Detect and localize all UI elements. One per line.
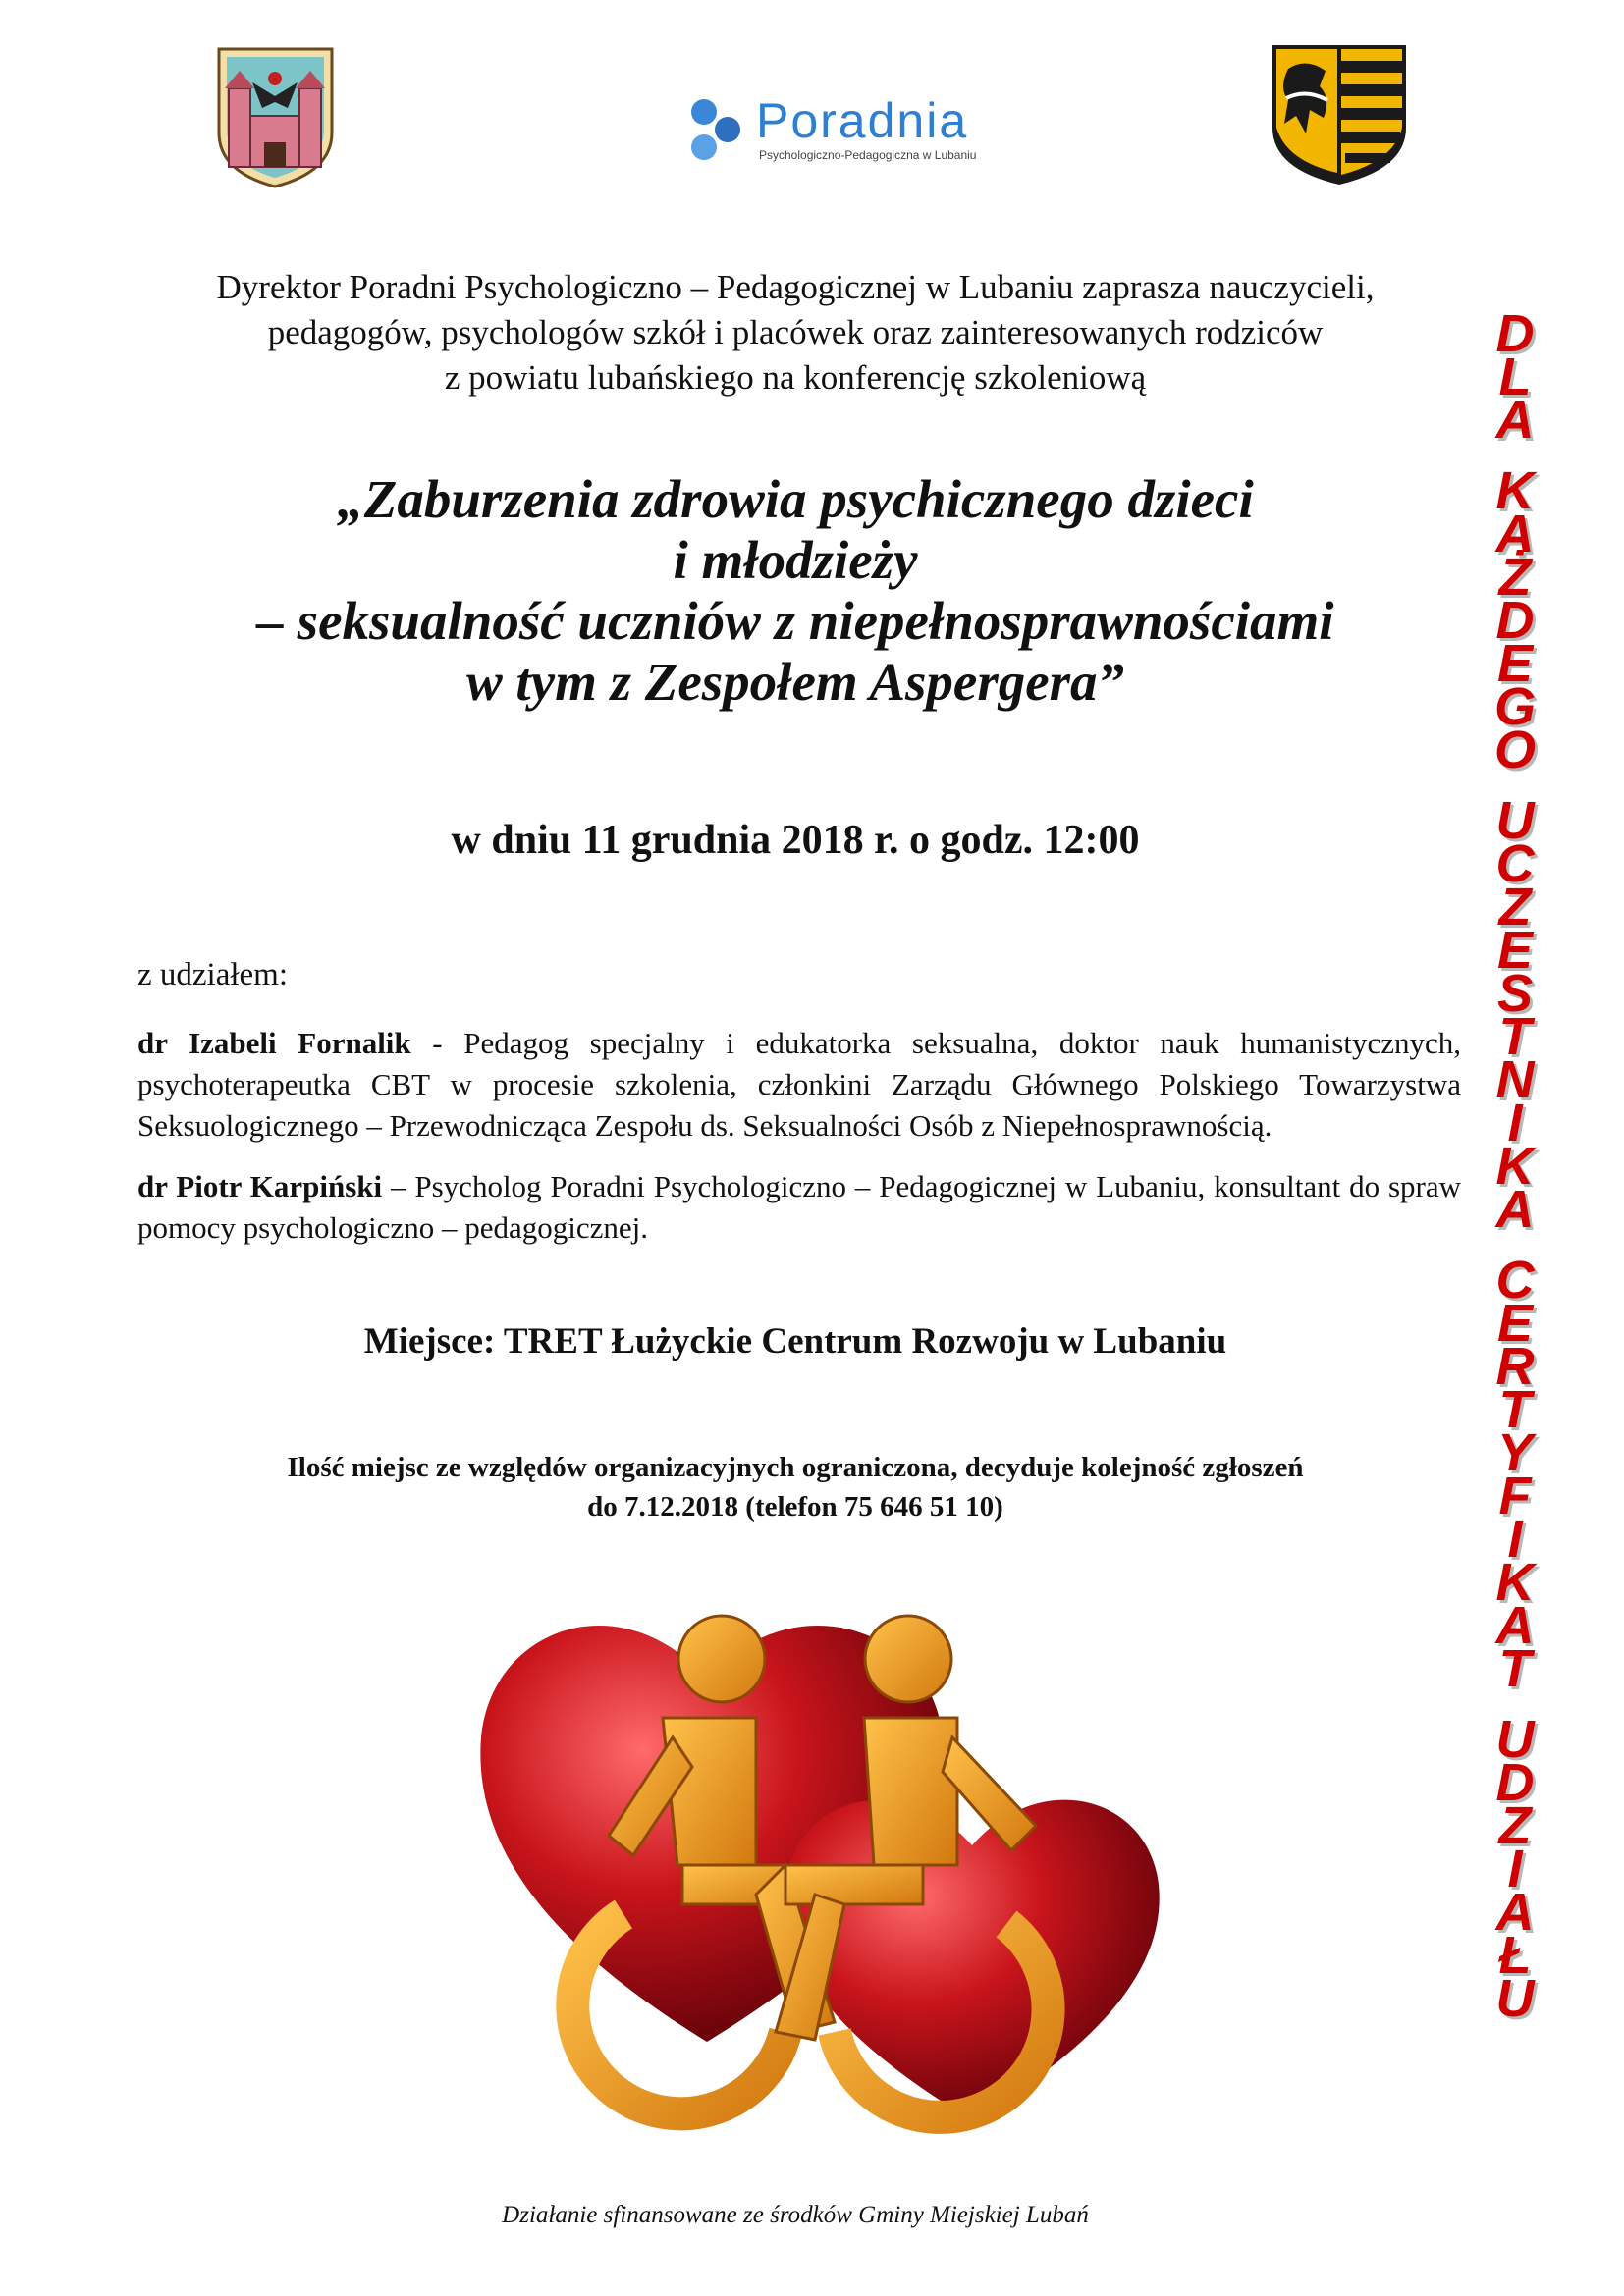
banner-letter: G xyxy=(1493,677,1536,736)
speaker-name: dr Piotr Karpiński xyxy=(137,1169,383,1203)
poradnia-logo-subtitle: Psychologiczno-Pedagogiczna w Lubaniu xyxy=(759,148,977,162)
banner-word xyxy=(1495,1710,1535,2028)
conference-title xyxy=(137,469,1453,713)
title-line: – seksualność uczniów z niepełnosprawnościami xyxy=(256,591,1334,651)
notice-line: Ilość miejsc ze względów organizacyjnych ograniczona, decyduje kolejność zgłoszeń xyxy=(287,1452,1304,1483)
banner-letter: L xyxy=(1498,347,1532,406)
banner-letter: A xyxy=(1495,505,1535,563)
banner-letter: S xyxy=(1496,964,1534,1023)
banner-letter: C xyxy=(1495,1251,1535,1309)
banner-word xyxy=(1495,1251,1535,1698)
banner-letter: T xyxy=(1498,1380,1532,1439)
speakers-label: z udziałem: xyxy=(137,957,289,992)
poradnia-logo-name: Poradnia xyxy=(756,93,969,148)
banner-letter: Ł xyxy=(1498,1926,1532,1985)
banner-letter: N xyxy=(1495,1050,1535,1109)
banner-letter: U xyxy=(1495,791,1535,850)
certificate-side-banner xyxy=(1451,304,1579,2138)
banner-letter: K xyxy=(1495,1553,1535,1612)
banner-letter: Ż xyxy=(1498,548,1532,607)
hearts-wheelchair-illustration xyxy=(461,1571,1188,2169)
poradnia-logo xyxy=(682,90,1006,169)
banner-letter: R xyxy=(1495,1337,1535,1396)
speaker-paragraph xyxy=(137,1166,1461,1249)
banner-letter: D xyxy=(1495,591,1535,650)
speaker-description: – Psycholog Poradni Psychologiczno – Pedagogicznej w Lubaniu, konsultant do spraw pomocy psychologiczno – pedagogicznej. xyxy=(137,1169,1461,1245)
title-line: i młodzieży xyxy=(673,530,918,590)
banner-letter: F xyxy=(1498,1467,1532,1525)
county-coat-of-arms-logo xyxy=(1267,39,1412,188)
banner-letter: Z xyxy=(1498,878,1532,936)
banner-letter: Y xyxy=(1496,1423,1534,1482)
registration-notice xyxy=(137,1448,1453,1526)
banner-letter: C xyxy=(1495,834,1535,893)
banner-letter: Z xyxy=(1498,1796,1532,1855)
banner-letter: A xyxy=(1495,1596,1535,1655)
banner-letter: A xyxy=(1495,1883,1535,1942)
title-line: w tym z Zespołem Aspergera” xyxy=(465,652,1125,712)
banner-letter: I xyxy=(1507,1094,1523,1152)
luban-coat-of-arms-logo xyxy=(209,39,342,188)
banner-letter: I xyxy=(1507,1510,1523,1569)
speaker-paragraph xyxy=(137,1023,1461,1147)
banner-letter: E xyxy=(1496,1294,1534,1353)
event-place: Miejsce: TRET Łużyckie Centrum Rozwoju w Lubaniu xyxy=(363,1321,1227,1362)
banner-letter: A xyxy=(1495,1180,1535,1239)
banner-letter: K xyxy=(1495,1137,1535,1196)
banner-letter: T xyxy=(1498,1007,1532,1066)
banner-letter: U xyxy=(1495,1969,1535,2028)
intro-line: z powiatu lubańskiego na konferencję szkoleniową xyxy=(444,358,1147,397)
banner-letter: D xyxy=(1495,1753,1535,1812)
banner-letter: D xyxy=(1495,304,1535,363)
banner-letter: U xyxy=(1495,1710,1535,1769)
speaker-name: dr Izabeli Fornalik xyxy=(137,1026,411,1060)
speaker-description: - Pedagog specjalny i edukatorka seksualna, doktor nauk humanistycznych, psychoterapeutka CBT w procesie szkolenia, członkini Zarządu Głównego Polskiego Towarzystwa Seksuologicznego – Przewodnicząca Zespołu ds. Seksualności Osób z Niepełnosprawnością. xyxy=(137,1026,1461,1143)
banner-letter: E xyxy=(1496,634,1533,693)
intro-line: Dyrektor Poradni Psychologiczno – Pedagogicznej w Lubaniu zaprasza nauczycieli, xyxy=(216,268,1375,306)
intro-paragraph xyxy=(137,265,1453,400)
banner-letter: O xyxy=(1493,721,1536,779)
banner-letter: E xyxy=(1496,921,1534,980)
banner-word xyxy=(1495,304,1535,450)
banner-letter: T xyxy=(1498,1639,1532,1698)
event-date: w dniu 11 grudnia 2018 r. o godz. 12:00 xyxy=(451,818,1140,863)
banner-letter: K xyxy=(1495,461,1535,520)
intro-line: pedagogów, psychologów szkół i placówek oraz zainteresowanych rodziców xyxy=(267,313,1324,351)
funding-footer: Działanie sfinansowane ze środków Gminy Miejskiej Lubań xyxy=(502,2202,1089,2228)
notice-line: do 7.12.2018 (telefon 75 646 51 10) xyxy=(587,1491,1003,1522)
banner-word xyxy=(1493,461,1536,779)
banner-word xyxy=(1495,791,1535,1239)
banner-letter: A xyxy=(1495,391,1535,450)
title-line: „Zaburzenia zdrowia psychicznego dzieci xyxy=(337,469,1254,529)
banner-letter: I xyxy=(1507,1840,1523,1898)
